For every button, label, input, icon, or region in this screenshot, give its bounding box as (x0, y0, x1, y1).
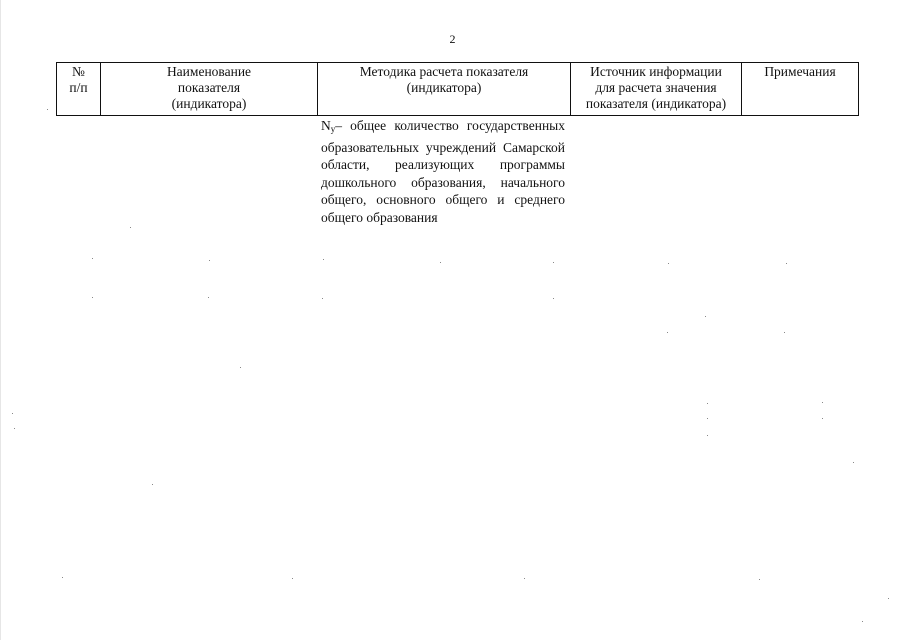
column-header-number: № п/п (57, 63, 101, 116)
column-header-notes: Примечания (742, 63, 859, 116)
scan-speck (130, 227, 131, 228)
scan-speck (759, 579, 760, 580)
scan-speck (92, 258, 93, 259)
page-number: 2 (449, 32, 456, 46)
scan-speck (292, 578, 293, 579)
scan-speck (707, 418, 708, 419)
variable-symbol: N (321, 118, 331, 133)
scan-speck (705, 316, 706, 317)
indicator-table-header (56, 62, 859, 116)
scan-speck (853, 462, 854, 463)
scan-speck (14, 428, 15, 429)
scan-speck (47, 109, 48, 110)
scan-speck (209, 260, 210, 261)
scan-speck (553, 298, 554, 299)
scan-speck (784, 332, 785, 333)
scan-speck (862, 621, 863, 622)
scan-speck (62, 577, 63, 578)
scan-speck (440, 262, 441, 263)
scan-speck (240, 367, 241, 368)
scan-edge (0, 0, 1, 640)
scan-speck (323, 259, 324, 260)
variable-description: – общее количество государственных образовательных учреждений Самарской области, реализующих программы дошкольного образования, начального общего, основного общего и среднего общего образования (321, 118, 565, 225)
column-header-indicator-name: Наименование показателя (индикатора) (101, 63, 318, 116)
scan-speck (822, 418, 823, 419)
column-header-calculation-method: Методика расчета показателя (индикатора) (318, 63, 571, 116)
scan-speck (707, 435, 708, 436)
methodology-text (321, 117, 565, 226)
scan-speck (667, 332, 668, 333)
scan-speck (12, 413, 13, 414)
scan-speck (208, 297, 209, 298)
scan-speck (553, 262, 554, 263)
scan-speck (707, 403, 708, 404)
scan-speck (92, 297, 93, 298)
variable-subscript: у (330, 124, 336, 134)
scan-speck (786, 263, 787, 264)
scan-speck (668, 263, 669, 264)
table-header-row (57, 63, 859, 116)
scan-speck (524, 578, 525, 579)
scan-speck (888, 598, 889, 599)
column-header-information-source: Источник информации для расчета значения показателя (индикатора) (571, 63, 742, 116)
scan-speck (822, 402, 823, 403)
scan-speck (322, 298, 323, 299)
scan-speck (152, 484, 153, 485)
